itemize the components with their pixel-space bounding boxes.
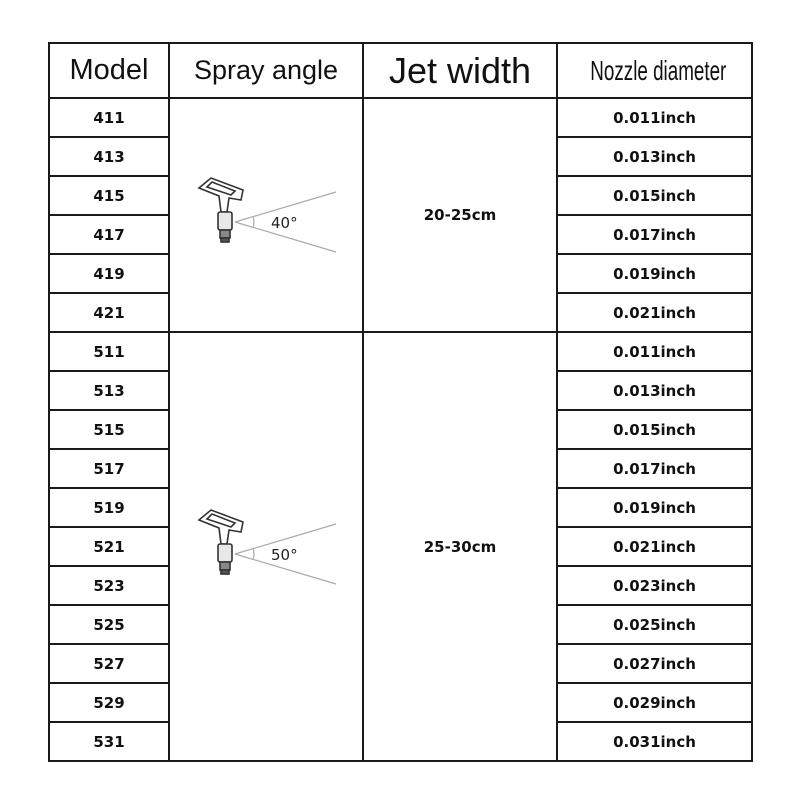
model-cell: 523 <box>49 566 169 605</box>
nozzle-diameter-cell: 0.013inch <box>557 371 752 410</box>
model-cell: 519 <box>49 488 169 527</box>
nozzle-diameter-cell: 0.015inch <box>557 410 752 449</box>
header-model: Model <box>49 43 169 98</box>
header-nozzle-diameter-label: Nozzle diameter <box>590 54 727 86</box>
jet-width-cell: 20-25cm <box>363 98 557 332</box>
spray-angle-cell <box>169 332 363 761</box>
nozzle-diameter-cell: 0.017inch <box>557 449 752 488</box>
table-row <box>49 98 752 137</box>
spray-angle-cell <box>169 98 363 332</box>
header-nozzle-diameter <box>575 43 735 98</box>
model-cell: 531 <box>49 722 169 761</box>
jet-width-cell: 25-30cm <box>363 332 557 761</box>
nozzle-diameter-cell: 0.015inch <box>557 176 752 215</box>
spray-nozzle-icon <box>191 170 341 260</box>
nozzle-diameter-cell: 0.025inch <box>557 605 752 644</box>
nozzle-diameter-cell: 0.013inch <box>557 137 752 176</box>
model-cell: 415 <box>49 176 169 215</box>
nozzle-diameter-cell: 0.031inch <box>557 722 752 761</box>
table-body <box>49 98 752 761</box>
nozzle-diameter-cell: 0.011inch <box>557 332 752 371</box>
model-cell: 525 <box>49 605 169 644</box>
model-cell: 513 <box>49 371 169 410</box>
nozzle-diameter-cell: 0.027inch <box>557 644 752 683</box>
nozzle-diameter-cell: 0.011inch <box>557 98 752 137</box>
table-row <box>49 332 752 371</box>
spray-angle-value: 40° <box>271 214 298 232</box>
spray-nozzle-icon <box>191 502 341 592</box>
spray-angle-value: 50° <box>271 545 298 564</box>
model-cell: 511 <box>49 332 169 371</box>
header-row <box>49 43 752 98</box>
nozzle-diameter-cell: 0.029inch <box>557 683 752 722</box>
nozzle-diameter-cell: 0.019inch <box>557 488 752 527</box>
nozzle-diameter-cell: 0.019inch <box>557 254 752 293</box>
nozzle-diameter-cell: 0.023inch <box>557 566 752 605</box>
model-cell: 521 <box>49 527 169 566</box>
nozzle-diameter-cell: 0.021inch <box>557 527 752 566</box>
header-jet-width: Jet width <box>363 43 557 98</box>
model-cell: 517 <box>49 449 169 488</box>
model-cell: 419 <box>49 254 169 293</box>
model-cell: 413 <box>49 137 169 176</box>
spec-table <box>48 42 753 762</box>
model-cell: 529 <box>49 683 169 722</box>
header-spray-angle: Spray angle <box>169 43 363 98</box>
model-cell: 515 <box>49 410 169 449</box>
model-cell: 411 <box>49 98 169 137</box>
nozzle-diameter-cell: 0.021inch <box>557 293 752 332</box>
model-cell: 527 <box>49 644 169 683</box>
nozzle-diameter-cell: 0.017inch <box>557 215 752 254</box>
model-cell: 417 <box>49 215 169 254</box>
model-cell: 421 <box>49 293 169 332</box>
